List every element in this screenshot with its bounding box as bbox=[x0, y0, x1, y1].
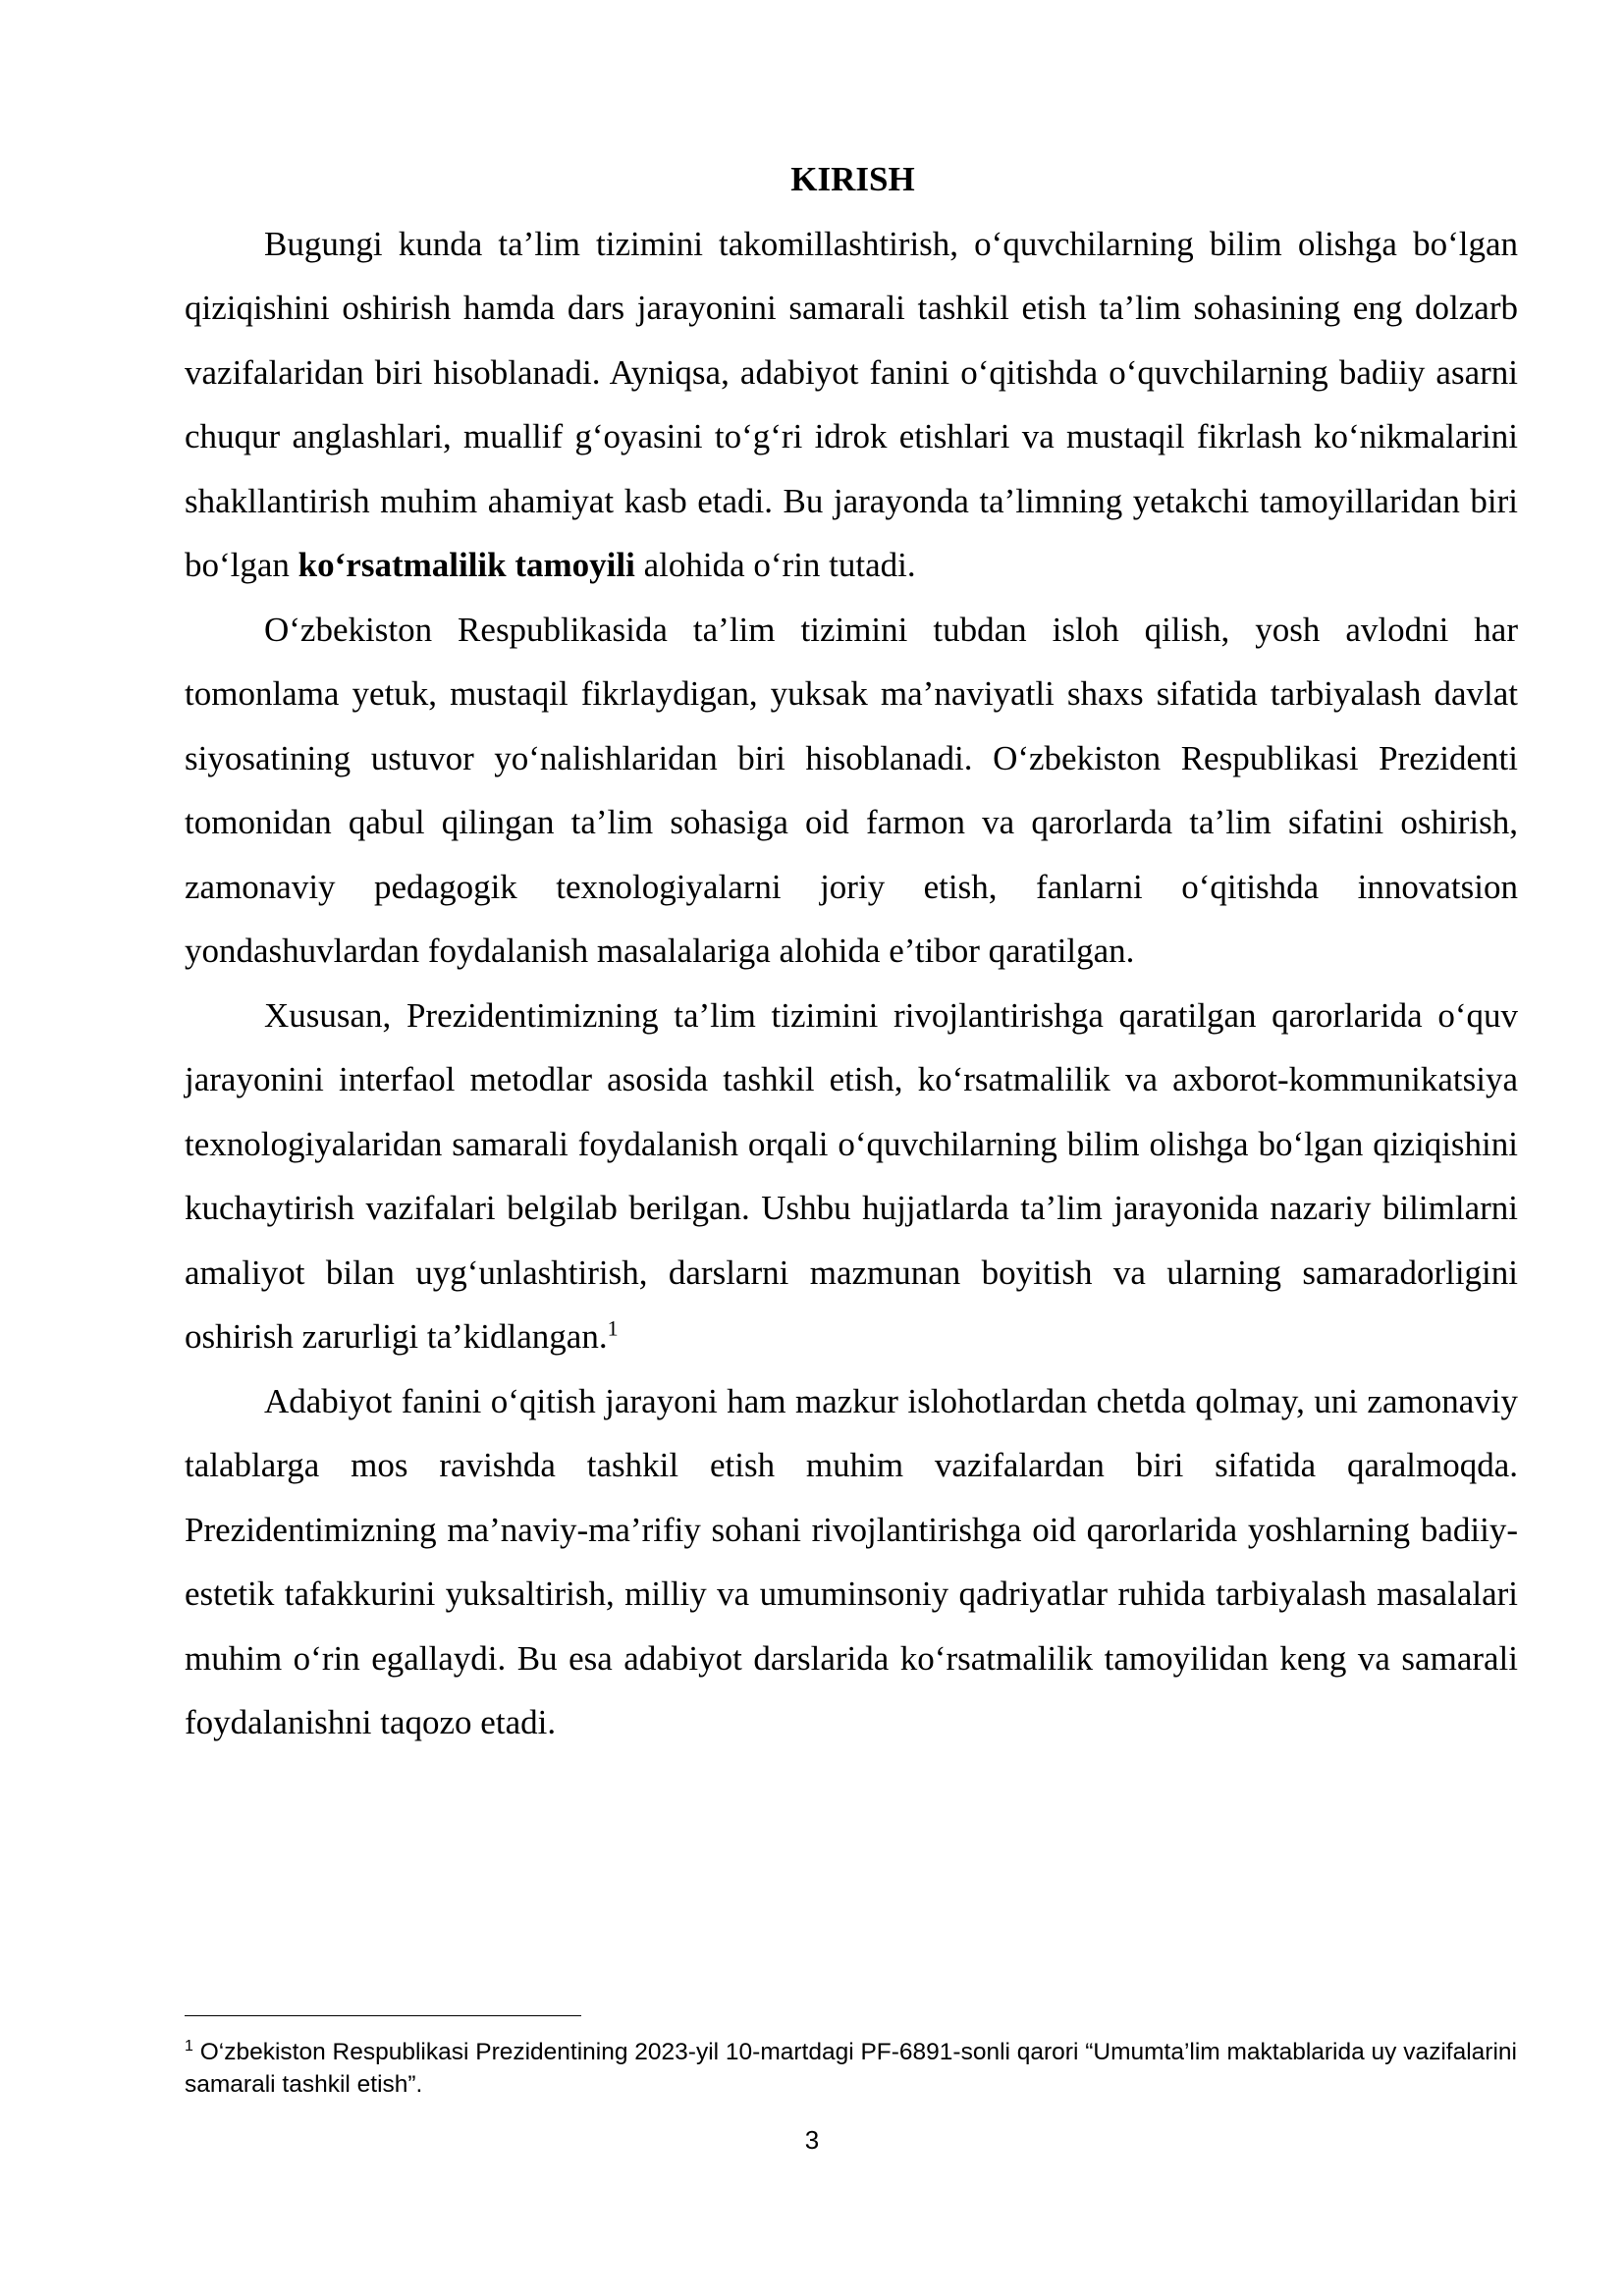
paragraph-4 bbox=[185, 1369, 1518, 1755]
main-text bbox=[185, 147, 1518, 1755]
paragraph-1-text: Bugungi kunda ta’lim tizimini takomillashtirish, o‘quvchilarning bilim olishga bo‘lgan qiziqishini oshirish hamda dars jarayonini samarali tashkil etish ta’lim sohasining eng dolzarb vazifalaridan biri hisoblanadi. Ayniqsa, adabiyot fanini o‘qitishda o‘quvchilarning badiiy asarni chuqur anglashlari, muallif g‘oyasini to‘g‘ri idrok etishlari va mustaqil fikrlash ko‘nikmalarini shakllantirish muhim ahamiyat kasb etadi. Bu jarayonda ta’limning yetakchi tamoyillaridan biri bo‘lgan bbox=[185, 224, 1518, 584]
page-number: 3 bbox=[804, 2125, 820, 2155]
footnote-text: O‘zbekiston Respublikasi Prezidentining 2023-yil 10-martdagi PF-6891-sonli qarori “Umumta’lim maktablarida uy vazifalarini samarali tashkil etish”. bbox=[185, 2039, 1517, 2098]
footnote-reference[interactable]: 1 bbox=[607, 1315, 619, 1341]
footnote bbox=[185, 2036, 1520, 2101]
footnote-number: 1 bbox=[185, 2037, 193, 2055]
paragraph-2-text: O‘zbekiston Respublikasida ta’lim tizimini tubdan isloh qilish, yosh avlodni har tomonlama yetuk, mustaqil fikrlaydigan, yuksak ma’naviyatli shaxs sifatida tarbiyalash davlat siyosatining ustuvor yo‘nalishlaridan biri hisoblanadi. O‘zbekiston Respublikasi Prezidenti tomonidan qabul qilingan ta’lim sohasiga oid farmon va qarorlarda ta’lim sifatini oshirish, zamonaviy pedagogik texnologiyalarni joriy etish, fanlarni o‘qitishda innovatsion yondashuvlardan foydalanish masalalariga alohida e’tibor qaratilgan. bbox=[185, 610, 1518, 970]
paragraph-3 bbox=[185, 984, 1518, 1369]
paragraph-1-bold-term: ko‘rsatmalilik tamoyili bbox=[298, 546, 635, 584]
paragraph-1 bbox=[185, 212, 1518, 598]
paragraph-4-text: Adabiyot fanini o‘qitish jarayoni ham mazkur islohotlardan chetda qolmay, uni zamonaviy talablarga mos ravishda tashkil etish muhim vazifalardan biri sifatida qaralmoqda. Prezidentimizning ma’naviy-ma’rifiy sohani rivojlantirishga oid qarorlarida yoshlarning badiiy-estetik tafakkurini yuksaltirish, milliy va umuminsoniy qadriyatlar ruhida tarbiyalash masalalari muhim o‘rin egallaydi. Bu esa adabiyot darslarida ko‘rsatmalilik tamoyilidan keng va samarali foydalanishni taqozo etadi. bbox=[185, 1381, 1518, 1741]
paragraph-3-text: Xususan, Prezidentimizning ta’lim tizimini rivojlantirishga qaratilgan qarorlarida o‘quv jarayonini interfaol metodlar asosida tashkil etish, ko‘rsatmalilik va axborot-kommunikatsiya texnologiyalaridan samarali foydalanish orqali o‘quvchilarning bilim olishga bo‘lgan qiziqishini kuchaytirish vazifalari belgilab berilgan. Ushbu hujjatlarda ta’lim jarayonida nazariy bilimlarni amaliyot bilan uyg‘unlashtirish, darslarni mazmunan boyitish va ularning samaradorligini oshirish zarurligi ta’kidlangan. bbox=[185, 995, 1518, 1356]
paragraph-2 bbox=[185, 598, 1518, 984]
paragraph-1-end: alohida o‘rin tutadi. bbox=[634, 546, 916, 584]
footnote-separator bbox=[185, 2015, 581, 2016]
section-heading: KIRISH bbox=[790, 160, 915, 198]
